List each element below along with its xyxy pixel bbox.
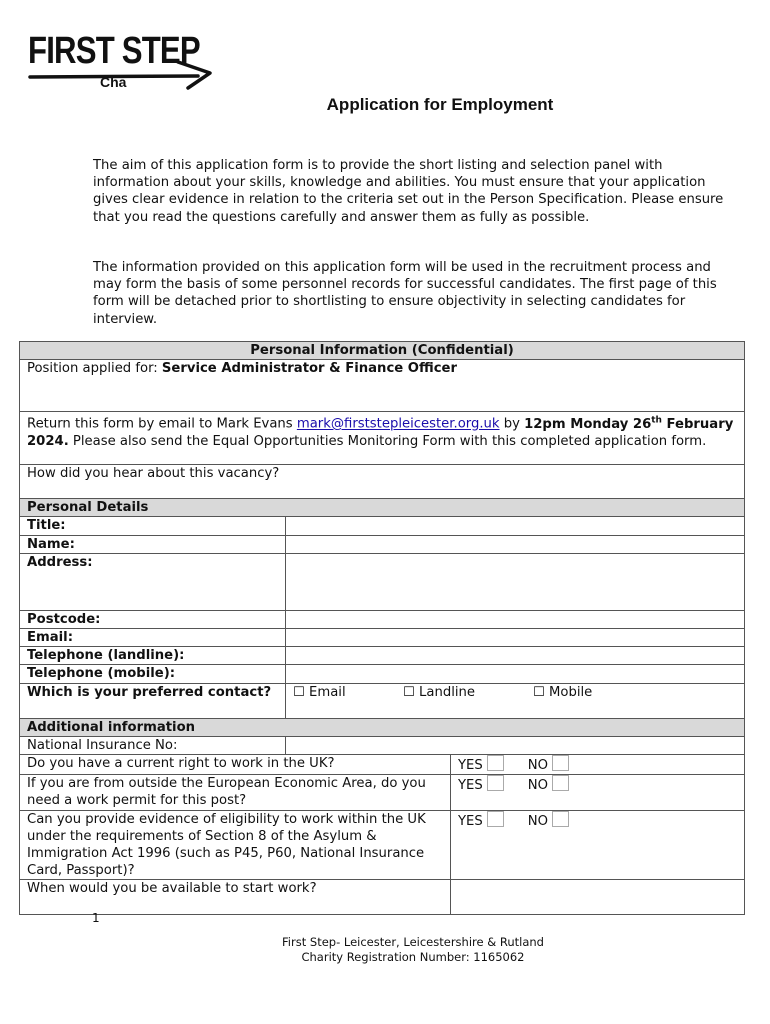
contact-option-landline[interactable]: ☐ Landline: [403, 684, 475, 700]
footer: [0, 935, 770, 965]
title-label: Title:: [20, 517, 286, 535]
address-label: Address:: [20, 553, 286, 610]
right-to-work-yes-checkbox[interactable]: [487, 755, 504, 771]
eligibility-question: Can you provide evidence of eligibility to work within the UK under the requirements of Section 8 of the Asylum & Immigration Act 1996 (such as P45, P60, National Insurance Card, Passport)?: [20, 810, 451, 880]
intro-paragraph-1: The aim of this application form is to provide the short listing and selection panel with information about your skills, knowledge and abilities. You must ensure that your application gives clear evidence in relation to the criteria set out in the Person Specification. Please ensure that you read the questions carefully and answer them as fully as possible.: [93, 158, 724, 225]
footer-line-2: Charity Registration Number: 1165062: [301, 950, 525, 964]
contact-option-mobile[interactable]: ☐ Mobile: [533, 684, 593, 700]
return-instructions: [20, 412, 745, 465]
checkbox-icon[interactable]: ☐: [293, 684, 305, 700]
intro-paragraph-2: The information provided on this application form will be used in the recruitment process and may form the basis of some personnel records for successful candidates. The first page of this form will be detached prior to shortlisting to ensure objectivity in selecting candidates for interview.: [93, 260, 717, 327]
checkbox-icon[interactable]: ☐: [403, 684, 415, 700]
first-step-logo: [28, 30, 218, 95]
position-cell[interactable]: [20, 360, 745, 412]
availability-field[interactable]: [451, 880, 745, 915]
application-form-table: [19, 341, 745, 915]
return-text-equal-ops: Please also send the Equal Opportunities Monitoring Form with this completed application form.: [68, 433, 707, 449]
preferred-contact-label: Which is your preferred contact?: [20, 683, 286, 718]
tel-landline-label: Telephone (landline):: [20, 647, 286, 665]
personal-details-header: Personal Details: [20, 499, 745, 517]
yes-label: YES: [458, 778, 483, 794]
hear-about-vacancy-field[interactable]: [20, 465, 745, 499]
hear-about-label: How did you hear about this vacancy?: [27, 466, 280, 482]
postcode-field[interactable]: [286, 610, 745, 628]
position-label: Position applied for:: [27, 361, 162, 377]
yes-label: YES: [458, 758, 483, 774]
work-permit-yes-checkbox[interactable]: [487, 775, 504, 791]
additional-info-header: Additional information: [20, 718, 745, 736]
right-to-work-no-checkbox[interactable]: [552, 755, 569, 771]
position-value: Service Administrator & Finance Officer: [161, 361, 457, 377]
postcode-label: Postcode:: [20, 610, 286, 628]
right-to-work-answer: [451, 755, 745, 775]
no-label: NO: [527, 813, 549, 829]
no-label: NO: [527, 778, 549, 794]
contact-option-email[interactable]: ☐ Email: [293, 684, 346, 700]
return-text-by: by: [499, 416, 525, 432]
email-field[interactable]: [286, 629, 745, 647]
return-email-link[interactable]: mark@firststepleicester.org.uk: [296, 416, 500, 432]
no-label: NO: [527, 758, 549, 774]
eligibility-no-checkbox[interactable]: [552, 811, 569, 827]
work-permit-answer: [451, 775, 745, 810]
eligibility-answer: [451, 810, 745, 880]
logo-text: FIRST STEP: [28, 30, 200, 72]
personal-info-header: Personal Information (Confidential): [20, 342, 745, 360]
name-label: Name:: [20, 535, 286, 553]
email-label: Email:: [20, 629, 286, 647]
checkbox-icon[interactable]: ☐: [533, 684, 545, 700]
work-permit-no-checkbox[interactable]: [552, 775, 569, 791]
tel-mobile-label: Telephone (mobile):: [20, 665, 286, 683]
ni-field[interactable]: [286, 736, 745, 754]
ni-label: National Insurance No:: [20, 736, 286, 754]
address-field[interactable]: [286, 553, 745, 610]
tel-mobile-field[interactable]: [286, 665, 745, 683]
page-title: Application for Employment: [326, 95, 554, 114]
eligibility-yes-checkbox[interactable]: [487, 811, 504, 827]
return-text: Return this form by email to Mark Evans: [27, 416, 297, 432]
deadline: 12pm Monday 26th February 2024.: [27, 415, 734, 449]
work-permit-question: If you are from outside the European Economic Area, do you need a work permit for this post?: [20, 775, 451, 810]
availability-question: When would you be available to start work?: [20, 880, 451, 915]
yes-label: YES: [458, 813, 483, 829]
page-number: 1: [92, 911, 100, 925]
footer-line-1: First Step- Leicester, Leicestershire & Rutland: [282, 935, 544, 949]
name-field[interactable]: [286, 535, 745, 553]
right-to-work-question: Do you have a current right to work in the UK?: [20, 755, 451, 775]
logo-subtext: Cha: [100, 74, 127, 90]
preferred-contact-options: [286, 683, 745, 718]
title-field[interactable]: [286, 517, 745, 535]
tel-landline-field[interactable]: [286, 647, 745, 665]
